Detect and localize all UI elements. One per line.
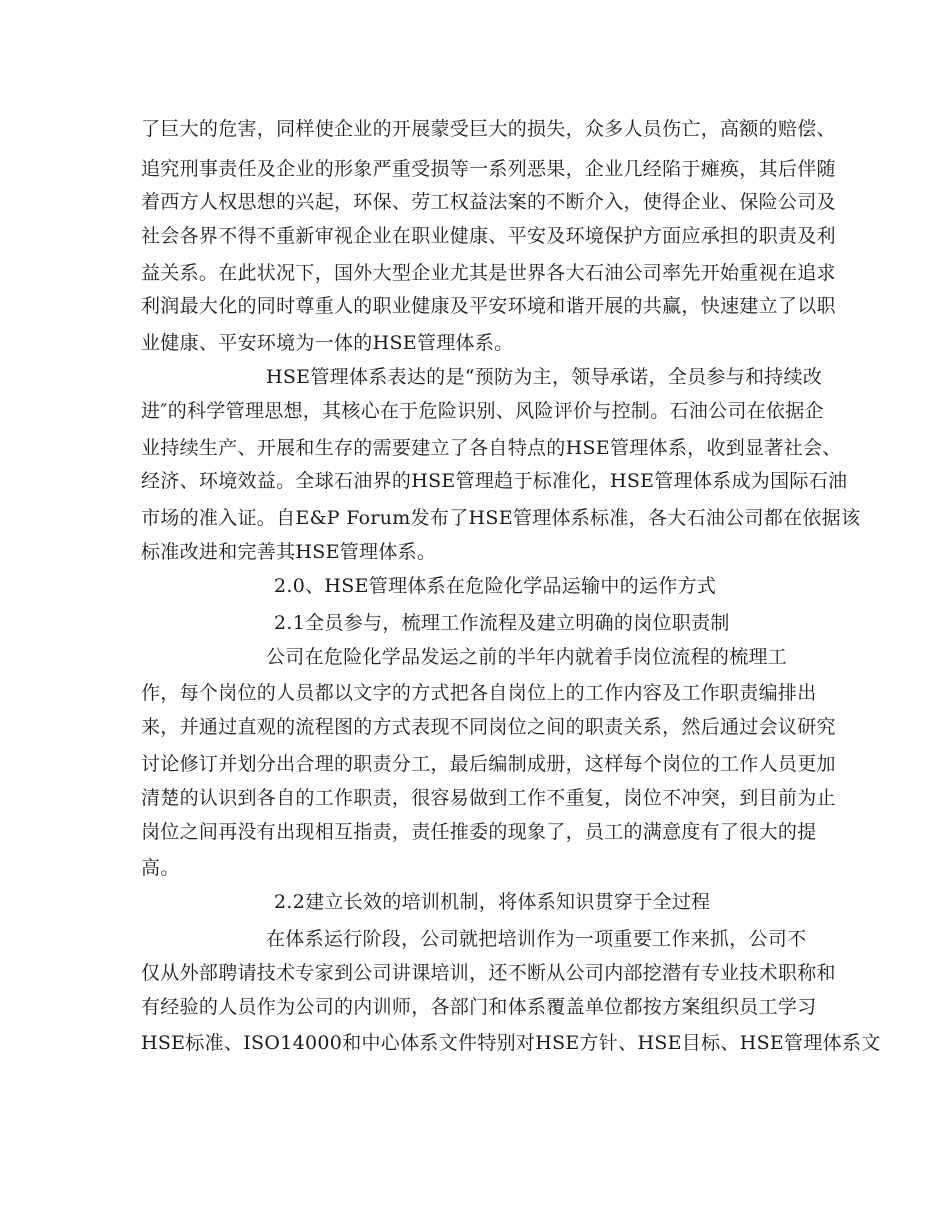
text-line: 着西方人权思想的兴起，环保、劳工权益法案的不断介入，使得企业、保险公司及 [141,191,836,213]
text-line: 清楚的认识到各自的工作职责，很容易做到工作不重复，岗位不冲突，到目前为止 [141,787,836,809]
text-line: 在体系运行阶段，公司就把培训作为一项重要工作来抓，公司不 [266,928,807,950]
text-line: 利润最大化的同时尊重人的职业健康及平安环境和谐开展的共赢，快速建立了以职 [141,295,836,317]
text-line: 有经验的人员作为公司的内训师，各部门和体系覆盖单位都按方案组织员工学习 [141,996,817,1018]
text-line: HSE管理体系表达的是“预防为主，领导承诺，全员参与和持续改 [266,366,823,388]
text-line: 高。 [141,857,180,879]
text-line: 市场的准入证。自E&P Forum发布了HSE管理体系标准，各大石油公司都在依据该 [141,507,861,529]
text-line: 业健康、平安环境为一体的HSE管理体系。 [141,332,514,354]
section-heading: 2.0、HSE管理体系在危险化学品运输中的运作方式 [274,575,717,597]
text-line: 公司在危险化学品发运之前的半年内就着手岗位流程的梳理工 [266,646,788,668]
text-line: 仅从外部聘请技术专家到公司讲课培训，还不断从公司内部挖潜有专业技术职称和 [141,962,836,984]
text-line: 益关系。在此状况下，国外大型企业尤其是世界各大石油公司率先开始重视在追求 [141,262,836,284]
text-line: 来，并通过直观的流程图的方式表现不同岗位之间的职责关系，然后通过会议研究 [141,716,836,738]
text-line: 进″的科学管理思想，其核心在于危险识别、风险评价与控制。石油公司在依据企 [141,400,824,422]
section-heading: 2.1全员参与，梳理工作流程及建立明确的岗位职责制 [274,612,730,634]
text-line: 社会各界不得不重新审视企业在职业健康、平安及环境保护方面应承担的职责及利 [141,225,836,247]
text-line: 讨论修订并划分出合理的职责分工，最后编制成册，这样每个岗位的工作人员更加 [141,753,836,775]
text-line: 业持续生产、开展和生存的需要建立了各自特点的HSE管理体系，收到显著社会、 [141,437,842,459]
text-line: 作，每个岗位的人员都以文字的方式把各自岗位上的工作内容及工作职责编排出 [141,682,817,704]
text-line: HSE标准、ISO14000和中心体系文件特别对HSE方针、HSE目标、HSE管理体系文 [141,1032,881,1054]
section-heading: 2.2建立长效的培训机制，将体系知识贯穿于全过程 [274,891,711,913]
text-line: 岗位之间再没有出现相互指责，责任推委的现象了，员工的满意度有了很大的提 [141,821,817,843]
text-line: 经济、环境效益。全球石油界的HSE管理趋于标准化，HSE管理体系成为国际石油 [141,470,848,492]
text-line: 标准改进和完善其HSE管理体系。 [141,541,437,563]
text-line: 追究刑事责任及企业的形象严重受损等一系列恶果，企业几经陷于瘫痪，其后伴随 [141,158,836,180]
text-line: 了巨大的危害，同样使企业的开展蒙受巨大的损失，众多人员伤亡，高额的赔偿、 [141,118,836,140]
